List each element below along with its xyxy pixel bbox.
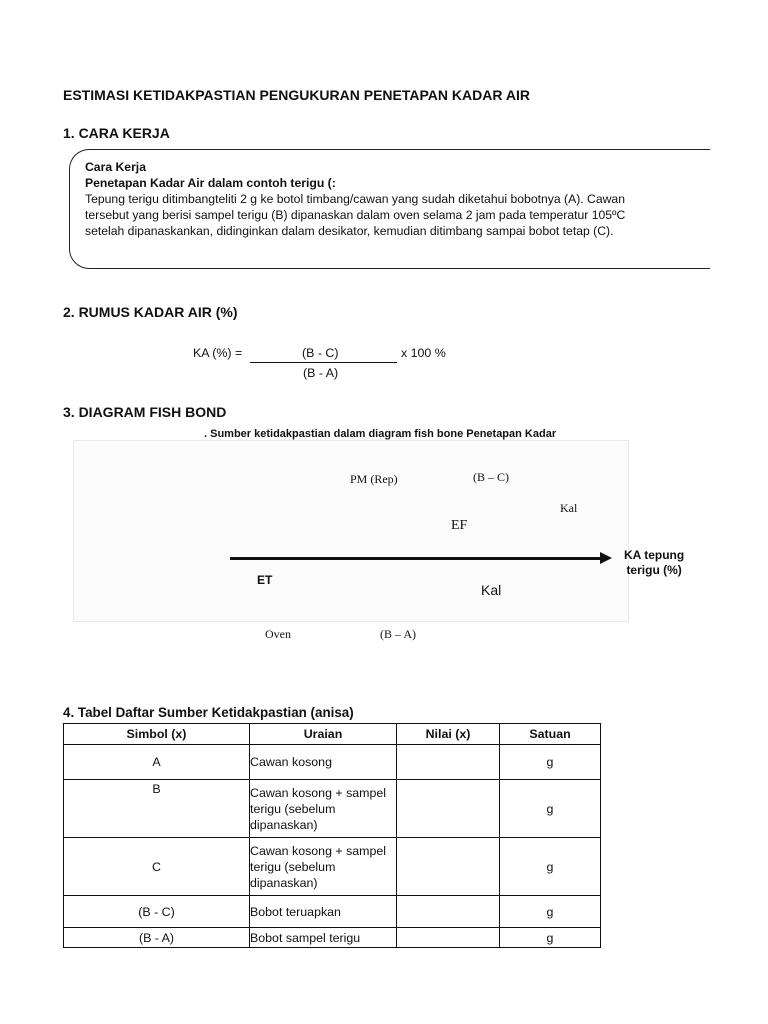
cell-simbol: A bbox=[64, 745, 250, 780]
formula-numerator: (B - C) bbox=[302, 346, 339, 360]
cell-nilai bbox=[397, 780, 500, 838]
formula-denominator: (B - A) bbox=[303, 366, 339, 380]
cell-nilai bbox=[397, 745, 500, 780]
table-row bbox=[64, 745, 601, 780]
table-row bbox=[64, 928, 601, 948]
diagram-caption: . Sumber ketidakpastian dalam diagram fish bone Penetapan Kadar bbox=[204, 428, 557, 440]
label-b-minus-c: (B – C) bbox=[473, 470, 509, 484]
cell-satuan: g bbox=[500, 928, 601, 948]
fishbone-spine bbox=[230, 557, 602, 560]
cell-simbol: (B - C) bbox=[64, 896, 250, 928]
section2-heading: 2. RUMUS KADAR AIR (%) bbox=[63, 304, 238, 320]
label-ef: EF bbox=[451, 518, 468, 533]
section1-heading: 1. CARA KERJA bbox=[63, 125, 170, 141]
formula-multiplier: x 100 % bbox=[401, 346, 446, 360]
cell-satuan: g bbox=[500, 896, 601, 928]
section3-heading: 3. DIAGRAM FISH BOND bbox=[63, 404, 227, 420]
cell-satuan: g bbox=[500, 838, 601, 896]
label-kal-bottom: Kal bbox=[481, 582, 502, 598]
fishbone-diagram bbox=[73, 440, 629, 622]
procedure-line-3: setelah dipanaskankan, didinginkan dalam desikator, kemudian ditimbang sampai bobot tetap (C). bbox=[85, 224, 614, 238]
formula-lhs: KA (%) = bbox=[193, 346, 243, 360]
cell-nilai bbox=[397, 838, 500, 896]
procedure-line-2: tersebut yang berisi sampel terigu (B) dipanaskan dalam oven selama 2 jam pada temperatur 105ºC bbox=[85, 208, 626, 222]
cell-uraian: Cawan kosong + sampel terigu (sebelum dipanaskan) bbox=[250, 838, 397, 896]
diagram-result bbox=[624, 548, 684, 578]
cell-satuan: g bbox=[500, 745, 601, 780]
header-satuan: Satuan bbox=[500, 724, 601, 745]
cell-uraian: Cawan kosong + sampel terigu (sebelum dipanaskan) bbox=[250, 780, 397, 838]
table-row bbox=[64, 780, 601, 838]
label-kal-top: Kal bbox=[560, 501, 578, 515]
cell-nilai bbox=[397, 896, 500, 928]
header-uraian: Uraian bbox=[250, 724, 397, 745]
header-simbol: Simbol (x) bbox=[64, 724, 250, 745]
result-line-2: terigu (%) bbox=[626, 563, 682, 577]
cell-satuan: g bbox=[500, 780, 601, 838]
table-row bbox=[64, 896, 601, 928]
section4-heading: 4. Tabel Daftar Sumber Ketidakpastian (anisa) bbox=[63, 705, 354, 720]
procedure-box bbox=[69, 149, 710, 269]
fraction-bar bbox=[250, 362, 397, 363]
cell-simbol: (B - A) bbox=[64, 928, 250, 948]
table-header-row bbox=[64, 724, 601, 745]
cell-simbol: C bbox=[64, 838, 250, 896]
cell-nilai bbox=[397, 928, 500, 948]
header-nilai: Nilai (x) bbox=[397, 724, 500, 745]
page-title: ESTIMASI KETIDAKPASTIAN PENGUKURAN PENETAPAN KADAR AIR bbox=[63, 87, 530, 103]
label-pm-rep: PM (Rep) bbox=[350, 472, 398, 486]
label-b-minus-a: (B – A) bbox=[380, 627, 416, 641]
procedure-box-subtitle: Penetapan Kadar Air dalam contoh terigu (: bbox=[85, 176, 336, 190]
procedure-box-title: Cara Kerja bbox=[85, 160, 146, 174]
table-row bbox=[64, 838, 601, 896]
result-line-1: KA tepung bbox=[624, 548, 685, 562]
procedure-line-1: Tepung terigu ditimbangteliti 2 g ke botol timbang/cawan yang sudah diketahui bobotnya (A). Cawan bbox=[85, 192, 625, 206]
uncertainty-table bbox=[63, 723, 601, 948]
cell-uraian: Bobot sampel terigu bbox=[250, 928, 397, 948]
cell-uraian: Cawan kosong bbox=[250, 745, 397, 780]
cell-uraian: Bobot teruapkan bbox=[250, 896, 397, 928]
label-oven: Oven bbox=[265, 627, 291, 641]
label-et: ET bbox=[257, 573, 273, 587]
spine-arrowhead-icon bbox=[600, 552, 612, 564]
cell-simbol: B bbox=[64, 780, 250, 838]
